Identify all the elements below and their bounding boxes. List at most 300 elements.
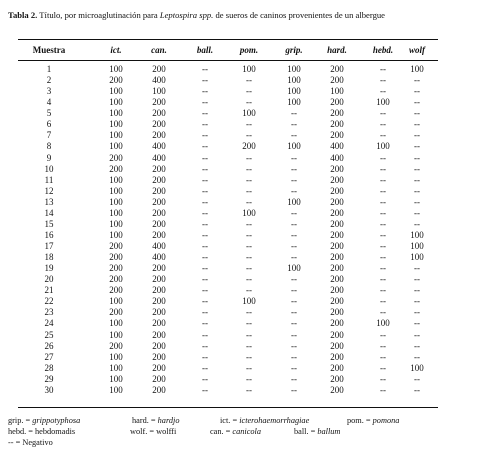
cell-hebd: -- bbox=[380, 296, 386, 307]
cell-hebd: -- bbox=[380, 207, 386, 218]
cell-pom: -- bbox=[246, 329, 252, 340]
cell-muestra: 14 bbox=[44, 207, 54, 218]
cell-wolf: -- bbox=[414, 285, 420, 296]
cell-can: 200 bbox=[152, 351, 166, 362]
cell-muestra: 28 bbox=[44, 362, 54, 373]
caption-species: Leptospira spp. bbox=[159, 10, 214, 20]
cell-can: 200 bbox=[152, 108, 166, 119]
cell-ict: 100 bbox=[109, 229, 123, 240]
cell-muestra: 11 bbox=[44, 174, 54, 185]
cell-hard: 200 bbox=[330, 64, 344, 74]
table-row bbox=[18, 186, 438, 197]
legend-full: pomona bbox=[372, 416, 400, 425]
cell-can: 200 bbox=[152, 119, 166, 130]
cell-hard: 200 bbox=[330, 318, 344, 329]
cell-hard: 200 bbox=[330, 163, 344, 174]
legend-negative: -- = Negativo bbox=[8, 438, 53, 447]
table-row bbox=[18, 164, 438, 175]
table-bottom-rule bbox=[18, 407, 438, 408]
cell-grip: -- bbox=[291, 373, 297, 384]
table-caption bbox=[8, 10, 476, 20]
legend-abbr: hard. = bbox=[132, 416, 158, 425]
cell-muestra: 16 bbox=[44, 229, 54, 240]
header-ict: ict. bbox=[110, 45, 122, 55]
cell-hard: 200 bbox=[330, 196, 344, 207]
cell-hard: 200 bbox=[330, 241, 344, 251]
cell-hebd: -- bbox=[380, 307, 386, 318]
cell-wolf: -- bbox=[414, 108, 420, 119]
cell-grip: 100 bbox=[287, 196, 301, 207]
legend-full: canicola bbox=[232, 427, 261, 436]
cell-ball: -- bbox=[202, 285, 208, 296]
caption-text: Título, por microaglutinación para bbox=[37, 10, 160, 20]
cell-wolf: -- bbox=[414, 130, 420, 141]
cell-wolf: -- bbox=[414, 307, 420, 318]
cell-pom: -- bbox=[246, 229, 252, 240]
cell-ball: -- bbox=[202, 185, 208, 196]
cell-ict: 100 bbox=[109, 196, 123, 207]
cell-can: 400 bbox=[152, 141, 166, 152]
cell-hebd: -- bbox=[380, 152, 386, 163]
cell-muestra: 1 bbox=[46, 64, 52, 74]
cell-ict: 100 bbox=[109, 119, 123, 130]
cell-wolf: -- bbox=[414, 141, 420, 152]
cell-muestra: 13 bbox=[44, 196, 54, 207]
legend-item bbox=[294, 426, 340, 437]
cell-ict: 200 bbox=[109, 263, 123, 274]
cell-wolf: -- bbox=[414, 75, 420, 86]
cell-ball: -- bbox=[202, 252, 208, 263]
table-row bbox=[18, 108, 438, 119]
legend-full: grippotyphosa bbox=[32, 416, 81, 425]
cell-muestra: 30 bbox=[44, 384, 54, 395]
cell-muestra: 8 bbox=[46, 141, 52, 152]
cell-can: 100 bbox=[152, 86, 166, 97]
cell-grip: -- bbox=[291, 218, 297, 229]
cell-ict: 100 bbox=[109, 351, 123, 362]
legend-abbr: ball. = bbox=[294, 427, 318, 436]
cell-grip: -- bbox=[291, 130, 297, 141]
cell-pom: -- bbox=[246, 86, 252, 97]
cell-grip: -- bbox=[291, 340, 297, 351]
table-row bbox=[18, 263, 438, 274]
cell-can: 200 bbox=[152, 64, 166, 74]
cell-muestra: 20 bbox=[44, 274, 54, 285]
cell-ball: -- bbox=[202, 318, 208, 329]
cell-wolf: -- bbox=[414, 340, 420, 351]
cell-ball: -- bbox=[202, 263, 208, 274]
cell-grip: -- bbox=[291, 252, 297, 263]
cell-can: 200 bbox=[152, 97, 166, 108]
cell-ict: 200 bbox=[109, 285, 123, 296]
cell-muestra: 17 bbox=[44, 241, 54, 251]
table-row bbox=[18, 130, 438, 141]
cell-can: 200 bbox=[152, 218, 166, 229]
table-row bbox=[18, 175, 438, 186]
legend-line-3 bbox=[8, 437, 476, 448]
cell-ball: -- bbox=[202, 141, 208, 152]
legend-item bbox=[347, 415, 399, 426]
cell-hebd: -- bbox=[380, 86, 386, 97]
cell-wolf: -- bbox=[414, 185, 420, 196]
cell-hard: 200 bbox=[330, 207, 344, 218]
legend-full: wolffi bbox=[156, 427, 177, 436]
table-row bbox=[18, 285, 438, 296]
caption-lead: Tabla 2. bbox=[8, 10, 38, 20]
cell-ict: 100 bbox=[109, 86, 123, 97]
cell-wolf: -- bbox=[414, 174, 420, 185]
cell-ball: -- bbox=[202, 174, 208, 185]
cell-wolf: -- bbox=[414, 218, 420, 229]
table-row bbox=[18, 341, 438, 352]
cell-ict: 100 bbox=[109, 362, 123, 373]
table-row bbox=[18, 274, 438, 285]
cell-hard: 200 bbox=[330, 285, 344, 296]
cell-hard: 200 bbox=[330, 130, 344, 141]
cell-hebd: -- bbox=[380, 285, 386, 296]
cell-hebd: -- bbox=[380, 119, 386, 130]
cell-hebd: 100 bbox=[376, 318, 390, 329]
cell-hebd: -- bbox=[380, 130, 386, 141]
table-row bbox=[18, 374, 438, 385]
cell-grip: -- bbox=[291, 329, 297, 340]
cell-grip: -- bbox=[291, 318, 297, 329]
cell-pom: -- bbox=[246, 185, 252, 196]
cell-wolf: -- bbox=[414, 329, 420, 340]
table-row bbox=[18, 75, 438, 86]
table-row bbox=[18, 307, 438, 318]
cell-muestra: 25 bbox=[44, 329, 54, 340]
cell-ict: 100 bbox=[109, 64, 123, 74]
cell-can: 200 bbox=[152, 185, 166, 196]
header-muestra: Muestra bbox=[32, 45, 66, 55]
cell-ict: 100 bbox=[109, 97, 123, 108]
table-header-row bbox=[18, 41, 438, 58]
cell-ict: 100 bbox=[109, 318, 123, 329]
cell-hebd: 100 bbox=[376, 97, 390, 108]
cell-muestra: 12 bbox=[44, 185, 54, 196]
cell-pom: -- bbox=[246, 119, 252, 130]
cell-ict: 200 bbox=[109, 75, 123, 86]
cell-grip: -- bbox=[291, 384, 297, 395]
cell-hard: 200 bbox=[330, 108, 344, 119]
cell-hard: 200 bbox=[330, 263, 344, 274]
legend-full: icterohaemorrhagiae bbox=[239, 416, 310, 425]
cell-can: 200 bbox=[152, 384, 166, 395]
cell-wolf: 100 bbox=[410, 362, 424, 373]
table-row bbox=[18, 219, 438, 230]
cell-wolf: 100 bbox=[410, 241, 424, 251]
cell-muestra: 6 bbox=[46, 119, 52, 130]
legend-abbr: can. = bbox=[210, 427, 233, 436]
cell-hard: 200 bbox=[330, 252, 344, 263]
cell-ball: -- bbox=[202, 108, 208, 119]
header-hard: hard. bbox=[327, 45, 347, 55]
cell-muestra: 21 bbox=[44, 285, 54, 296]
cell-pom: 100 bbox=[242, 64, 256, 74]
cell-hard: 200 bbox=[330, 174, 344, 185]
cell-can: 200 bbox=[152, 329, 166, 340]
abbreviation-legend bbox=[8, 415, 476, 448]
cell-wolf: -- bbox=[414, 152, 420, 163]
table-row bbox=[18, 86, 438, 97]
cell-can: 200 bbox=[152, 130, 166, 141]
legend-item bbox=[130, 426, 176, 437]
cell-ball: -- bbox=[202, 241, 208, 251]
cell-pom: -- bbox=[246, 163, 252, 174]
cell-ball: -- bbox=[202, 307, 208, 318]
legend-full: hardjo bbox=[157, 416, 180, 425]
cell-pom: 100 bbox=[242, 108, 256, 119]
cell-hard: 400 bbox=[330, 141, 344, 152]
cell-hebd: -- bbox=[380, 263, 386, 274]
cell-ball: -- bbox=[202, 384, 208, 395]
cell-wolf: -- bbox=[414, 263, 420, 274]
cell-grip: -- bbox=[291, 241, 297, 251]
table-row bbox=[18, 385, 438, 396]
cell-wolf: -- bbox=[414, 196, 420, 207]
header-wolf: wolf bbox=[408, 45, 425, 55]
legend-line-2 bbox=[8, 426, 476, 437]
cell-pom: -- bbox=[246, 362, 252, 373]
table-row bbox=[18, 363, 438, 374]
cell-ict: 200 bbox=[109, 340, 123, 351]
cell-ict: 100 bbox=[109, 108, 123, 119]
cell-ball: -- bbox=[202, 75, 208, 86]
cell-ball: -- bbox=[202, 152, 208, 163]
cell-ball: -- bbox=[202, 64, 208, 74]
cell-wolf: -- bbox=[414, 318, 420, 329]
cell-muestra: 4 bbox=[46, 97, 52, 108]
cell-hebd: -- bbox=[380, 75, 386, 86]
cell-can: 200 bbox=[152, 263, 166, 274]
cell-pom: -- bbox=[246, 130, 252, 141]
cell-can: 200 bbox=[152, 229, 166, 240]
cell-hard: 200 bbox=[330, 329, 344, 340]
table-row bbox=[18, 241, 438, 252]
cell-hard: 200 bbox=[330, 218, 344, 229]
cell-hebd: -- bbox=[380, 196, 386, 207]
cell-grip: -- bbox=[291, 296, 297, 307]
cell-hebd: -- bbox=[380, 64, 386, 74]
cell-hebd: -- bbox=[380, 362, 386, 373]
cell-pom: -- bbox=[246, 318, 252, 329]
cell-pom: -- bbox=[246, 340, 252, 351]
table-row bbox=[18, 119, 438, 130]
cell-grip: 100 bbox=[287, 75, 301, 86]
cell-muestra: 2 bbox=[46, 75, 52, 86]
cell-pom: -- bbox=[246, 174, 252, 185]
cell-wolf: -- bbox=[414, 207, 420, 218]
cell-ball: -- bbox=[202, 163, 208, 174]
cell-wolf: -- bbox=[414, 86, 420, 97]
cell-hebd: -- bbox=[380, 329, 386, 340]
cell-hebd: -- bbox=[380, 229, 386, 240]
table-row bbox=[18, 352, 438, 363]
table-header-rule bbox=[18, 60, 438, 61]
table-row bbox=[18, 296, 438, 307]
cell-muestra: 27 bbox=[44, 351, 54, 362]
cell-wolf: -- bbox=[414, 351, 420, 362]
cell-hard: 200 bbox=[330, 384, 344, 395]
cell-grip: -- bbox=[291, 362, 297, 373]
cell-can: 400 bbox=[152, 252, 166, 263]
cell-hard: 400 bbox=[330, 152, 344, 163]
cell-wolf: -- bbox=[414, 373, 420, 384]
cell-grip: -- bbox=[291, 274, 297, 285]
cell-ict: 200 bbox=[109, 252, 123, 263]
cell-hard: 200 bbox=[330, 75, 344, 86]
legend-item bbox=[220, 415, 309, 426]
cell-muestra: 10 bbox=[44, 163, 54, 174]
legend-item bbox=[210, 426, 261, 437]
cell-pom: -- bbox=[246, 75, 252, 86]
table-top-rule bbox=[18, 39, 438, 40]
cell-ict: 100 bbox=[109, 141, 123, 152]
cell-hard: 200 bbox=[330, 185, 344, 196]
cell-hard: 200 bbox=[330, 373, 344, 384]
cell-pom: -- bbox=[246, 351, 252, 362]
table-row bbox=[18, 197, 438, 208]
cell-ict: 200 bbox=[109, 152, 123, 163]
cell-pom: -- bbox=[246, 285, 252, 296]
cell-grip: 100 bbox=[287, 141, 301, 152]
cell-pom: 100 bbox=[242, 296, 256, 307]
cell-hebd: -- bbox=[380, 340, 386, 351]
cell-hard: 200 bbox=[330, 362, 344, 373]
table-row bbox=[18, 64, 438, 75]
table-row bbox=[18, 208, 438, 219]
cell-ict: 200 bbox=[109, 274, 123, 285]
legend-full: hebdomadis bbox=[35, 427, 76, 436]
table-row bbox=[18, 230, 438, 241]
cell-ball: -- bbox=[202, 130, 208, 141]
table-body bbox=[18, 64, 438, 396]
cell-grip: -- bbox=[291, 108, 297, 119]
table-row bbox=[18, 318, 438, 329]
cell-hard: 200 bbox=[330, 296, 344, 307]
cell-hebd: -- bbox=[380, 185, 386, 196]
cell-ict: 100 bbox=[109, 329, 123, 340]
cell-pom: 100 bbox=[242, 207, 256, 218]
cell-hebd: -- bbox=[380, 351, 386, 362]
cell-ball: -- bbox=[202, 296, 208, 307]
cell-ict: 100 bbox=[109, 174, 123, 185]
cell-can: 400 bbox=[152, 241, 166, 251]
cell-ict: 100 bbox=[109, 384, 123, 395]
cell-wolf: -- bbox=[414, 296, 420, 307]
cell-can: 200 bbox=[152, 296, 166, 307]
cell-muestra: 29 bbox=[44, 373, 54, 384]
cell-can: 200 bbox=[152, 285, 166, 296]
cell-ball: -- bbox=[202, 340, 208, 351]
legend-full: ballum bbox=[317, 427, 341, 436]
cell-grip: -- bbox=[291, 152, 297, 163]
legend-abbr: ict. = bbox=[220, 416, 240, 425]
cell-pom: -- bbox=[246, 373, 252, 384]
cell-muestra: 23 bbox=[44, 307, 54, 318]
header-hebd: hebd. bbox=[372, 45, 394, 55]
cell-pom: -- bbox=[246, 263, 252, 274]
cell-can: 400 bbox=[152, 152, 166, 163]
cell-hebd: -- bbox=[380, 373, 386, 384]
cell-hard: 200 bbox=[330, 119, 344, 130]
cell-can: 200 bbox=[152, 274, 166, 285]
table-row bbox=[18, 141, 438, 152]
cell-hebd: -- bbox=[380, 108, 386, 119]
cell-grip: 100 bbox=[287, 86, 301, 97]
legend-abbr: wolf. = bbox=[130, 427, 157, 436]
cell-muestra: 22 bbox=[44, 296, 54, 307]
legend-item bbox=[132, 415, 179, 426]
cell-pom: -- bbox=[246, 196, 252, 207]
cell-ict: 100 bbox=[109, 130, 123, 141]
cell-pom: -- bbox=[246, 274, 252, 285]
cell-ict: 100 bbox=[109, 373, 123, 384]
cell-pom: -- bbox=[246, 252, 252, 263]
cell-ict: 200 bbox=[109, 307, 123, 318]
cell-grip: -- bbox=[291, 185, 297, 196]
legend-abbr: grip. = bbox=[8, 416, 33, 425]
cell-can: 200 bbox=[152, 196, 166, 207]
cell-wolf: -- bbox=[414, 274, 420, 285]
legend-item bbox=[8, 426, 75, 437]
cell-wolf: 100 bbox=[410, 229, 424, 240]
cell-ball: -- bbox=[202, 351, 208, 362]
cell-muestra: 3 bbox=[46, 86, 52, 97]
cell-wolf: 100 bbox=[410, 252, 424, 263]
cell-can: 200 bbox=[152, 340, 166, 351]
cell-grip: -- bbox=[291, 307, 297, 318]
cell-can: 200 bbox=[152, 318, 166, 329]
cell-wolf: -- bbox=[414, 384, 420, 395]
cell-can: 200 bbox=[152, 373, 166, 384]
cell-grip: -- bbox=[291, 174, 297, 185]
header-pom: pom. bbox=[239, 45, 259, 55]
cell-wolf: -- bbox=[414, 163, 420, 174]
cell-can: 200 bbox=[152, 307, 166, 318]
table-row bbox=[18, 97, 438, 108]
legend-item bbox=[8, 415, 80, 426]
cell-pom: -- bbox=[246, 384, 252, 395]
cell-hard: 200 bbox=[330, 307, 344, 318]
cell-pom: -- bbox=[246, 152, 252, 163]
cell-pom: -- bbox=[246, 307, 252, 318]
cell-grip: 100 bbox=[287, 64, 301, 74]
header-ball: ball. bbox=[196, 45, 214, 55]
cell-ball: -- bbox=[202, 373, 208, 384]
cell-ball: -- bbox=[202, 207, 208, 218]
cell-hard: 100 bbox=[330, 86, 344, 97]
header-grip: grip. bbox=[285, 45, 303, 55]
cell-ball: -- bbox=[202, 196, 208, 207]
cell-hard: 200 bbox=[330, 340, 344, 351]
legend-line-1 bbox=[8, 415, 476, 426]
cell-ball: -- bbox=[202, 218, 208, 229]
cell-ict: 100 bbox=[109, 218, 123, 229]
cell-grip: -- bbox=[291, 285, 297, 296]
cell-muestra: 18 bbox=[44, 252, 54, 263]
cell-muestra: 9 bbox=[46, 152, 52, 163]
cell-can: 200 bbox=[152, 207, 166, 218]
cell-hebd: -- bbox=[380, 241, 386, 251]
cell-wolf: -- bbox=[414, 119, 420, 130]
legend-abbr: hebd. = bbox=[8, 427, 36, 436]
cell-pom: -- bbox=[246, 97, 252, 108]
legend-abbr: pom. = bbox=[347, 416, 373, 425]
cell-grip: 100 bbox=[287, 97, 301, 108]
cell-grip: -- bbox=[291, 119, 297, 130]
